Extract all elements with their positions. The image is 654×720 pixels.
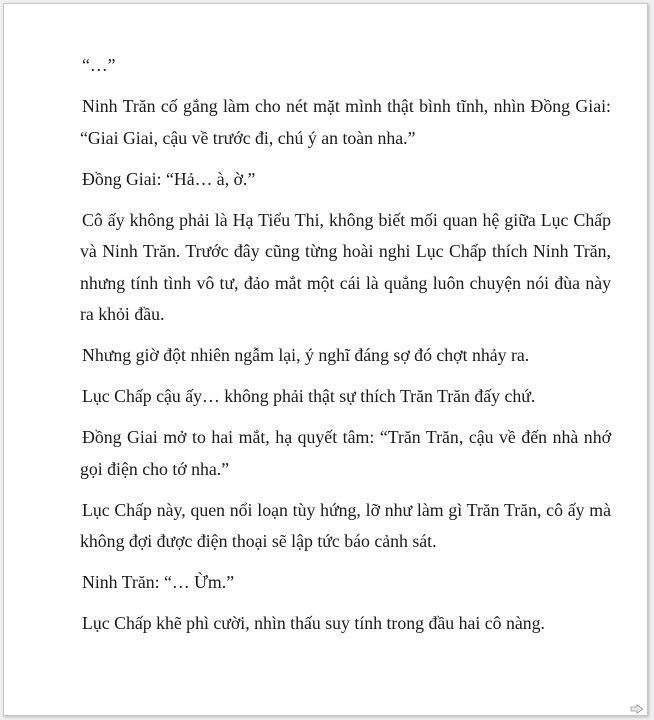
paragraph: Ninh Trăn cố gắng làm cho nét mặt mình thật bình tĩnh, nhìn Đồng Giai: “Giai Giai, cậu về trước đi, chú ý an toàn nha.” xyxy=(80,96,611,148)
paragraph: “…” xyxy=(82,55,116,75)
paragraph: Đồng Giai mở to hai mắt, hạ quyết tâm: “Trăn Trăn, cậu về đến nhà nhớ gọi điện cho tớ nha.” xyxy=(80,427,611,479)
paragraph: Ninh Trăn: “… Ừm.” xyxy=(82,572,235,592)
document-page xyxy=(3,3,648,716)
paragraph: Lục Chấp này, quen nổi loạn tùy hứng, lỡ như làm gì Trăn Trăn, cô ấy mà không đợi được điện thoại sẽ lập tức báo cảnh sát. xyxy=(80,499,611,551)
paragraph: Đồng Giai: “Hả… à, ờ.” xyxy=(82,168,256,189)
document-body xyxy=(80,50,611,649)
arrow-right-icon xyxy=(630,704,644,714)
paragraph: Lục Chấp khẽ phì cười, nhìn thấu suy tính trong đầu hai cô nàng. xyxy=(82,613,545,633)
paragraph: Nhưng giờ đột nhiên ngẫm lại, ý nghĩ đáng sợ đó chợt nhảy ra. xyxy=(82,345,530,365)
paragraph: Cô ấy không phải là Hạ Tiểu Thi, không biết mối quan hệ giữa Lục Chấp và Ninh Trăn. Trước đây cũng từng hoài nghi Lục Chấp thích Ninh Trăn, nhưng tính tình vô tư, đảo mắt một cái là quẳng luôn chuyện nói đùa này ra khỏi đầu. xyxy=(80,209,611,324)
paragraph: Lục Chấp cậu ấy… không phải thật sự thích Trăn Trăn đấy chứ. xyxy=(82,386,536,406)
